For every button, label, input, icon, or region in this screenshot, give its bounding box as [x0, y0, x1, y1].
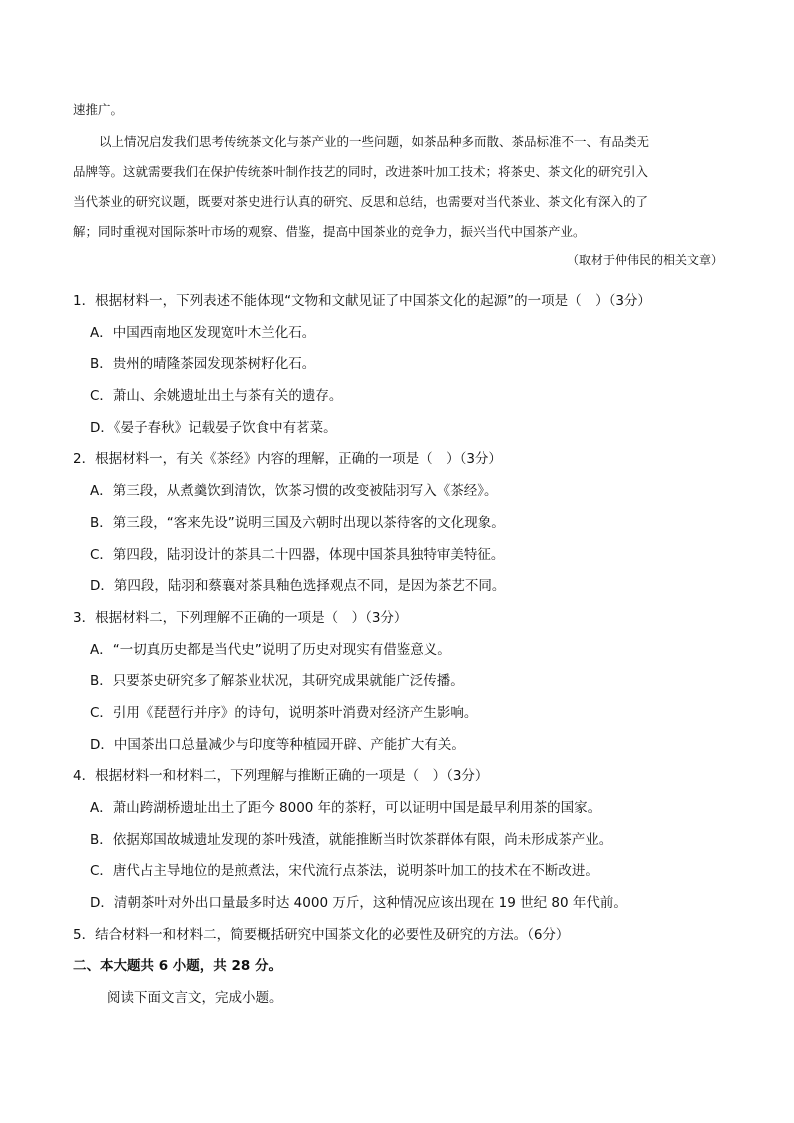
question-list [73, 286, 733, 1015]
answer-option[interactable]: A．第三段，从煮羹饮到清饮，饮茶习惯的改变被陆羽写入《茶经》。 [90, 483, 498, 500]
question-1 [73, 286, 733, 444]
question-stem: 4．根据材料一和材料二，下列理解与推断正确的一项是（ ）（3分） [73, 768, 489, 785]
passage-line: 解；同时重视对国际茶叶市场的观察、借鉴，提高中国茶业的竞争力，振兴当代中国茶产业。 [73, 224, 586, 239]
question-stem: 3．根据材料二，下列理解不正确的一项是（ ）（3分） [73, 609, 408, 626]
question-stem: 5．结合材料一和材料二，简要概括研究中国茶文化的必要性及研究的方法。（6分） [73, 926, 570, 943]
reading-passage [73, 95, 723, 273]
answer-option[interactable]: B．依据郑国故城遗址发现的茶叶残渣，就能推断当时饮茶群体有限，尚未形成茶产业。 [90, 831, 613, 848]
answer-option[interactable]: C．萧山、余姚遗址出土与茶有关的遗存。 [90, 388, 343, 405]
answer-option[interactable]: C．唐代占主导地位的是煎煮法，宋代流行点茶法，说明茶叶加工的技术在不断改进。 [90, 863, 599, 880]
answer-option[interactable]: A．萧山跨湖桥遗址出土了距今 8000 年的茶籽，可以证明中国是最早利用茶的国家。 [90, 800, 602, 816]
question-5 [73, 920, 733, 952]
section-instruction: 阅读下面文言文，完成小题。 [107, 990, 283, 1007]
passage-line: 以上情况启发我们思考传统茶文化与茶产业的一些问题，如茶品种多而散、茶品标准不一、有品类无 [99, 134, 650, 149]
answer-option[interactable]: A．中国西南地区发现宽叶木兰化石。 [90, 324, 316, 341]
answer-option[interactable]: B．只要茶史研究多了解茶业状况，其研究成果就能广泛传播。 [90, 673, 464, 690]
answer-option[interactable]: D．清朝茶叶对外出口量最多时达 4000 万斤，这种情况应该出现在 19 世纪 80 年代前。 [90, 895, 627, 912]
question-3 [73, 603, 733, 761]
answer-option[interactable]: D．第四段，陆羽和蔡襄对茶具釉色选择观点不同，是因为茶艺不同。 [90, 578, 506, 595]
section-heading: 二、本大题共 6 小题，共 28 分。 [73, 958, 282, 975]
answer-option[interactable]: D．中国茶出口总量减少与印度等种植园开辟、产能扩大有关。 [90, 736, 465, 753]
answer-option[interactable]: B．第三段，“客来先设”说明三国及六朝时出现以茶待客的文化现象。 [90, 514, 505, 531]
passage-line: 当代茶业的研究议题，既要对茶史进行认真的研究、反思和总结，也需要对当代茶业、茶文化有深入的了 [73, 194, 649, 209]
answer-option[interactable]: B．贵州的晴隆茶园发现茶树籽化石。 [90, 356, 316, 373]
answer-option[interactable]: A．“一切真历史都是当代史”说明了历史对现实有借鉴意义。 [90, 641, 451, 658]
question-stem: 1．根据材料一，下列表述不能体现“文物和文献见证了中国茶文化的起源”的一项是（ ）（3分） [73, 293, 651, 309]
answer-option[interactable]: D．《晏子春秋》记载晏子饮食中有茗菜。 [90, 419, 337, 436]
passage-line: 速推广。 [73, 102, 124, 117]
passage-source: （取材于仲伟民的相关文章） [566, 253, 723, 267]
answer-option[interactable]: C．第四段，陆羽设计的茶具二十四器，体现中国茶具独特审美特征。 [90, 546, 505, 563]
question-4 [73, 761, 733, 919]
passage-line: 品牌等。这就需要我们在保护传统茶叶制作技艺的同时，改进茶叶加工技术；将茶史、茶文化的研究引入 [73, 164, 649, 179]
answer-option[interactable]: C．引用《琵琶行并序》的诗句，说明茶叶消费对经济产生影响。 [90, 704, 478, 721]
question-stem: 2．根据材料一，有关《茶经》内容的理解，正确的一项是（ ）（3分） [73, 451, 502, 468]
question-2 [73, 444, 733, 602]
